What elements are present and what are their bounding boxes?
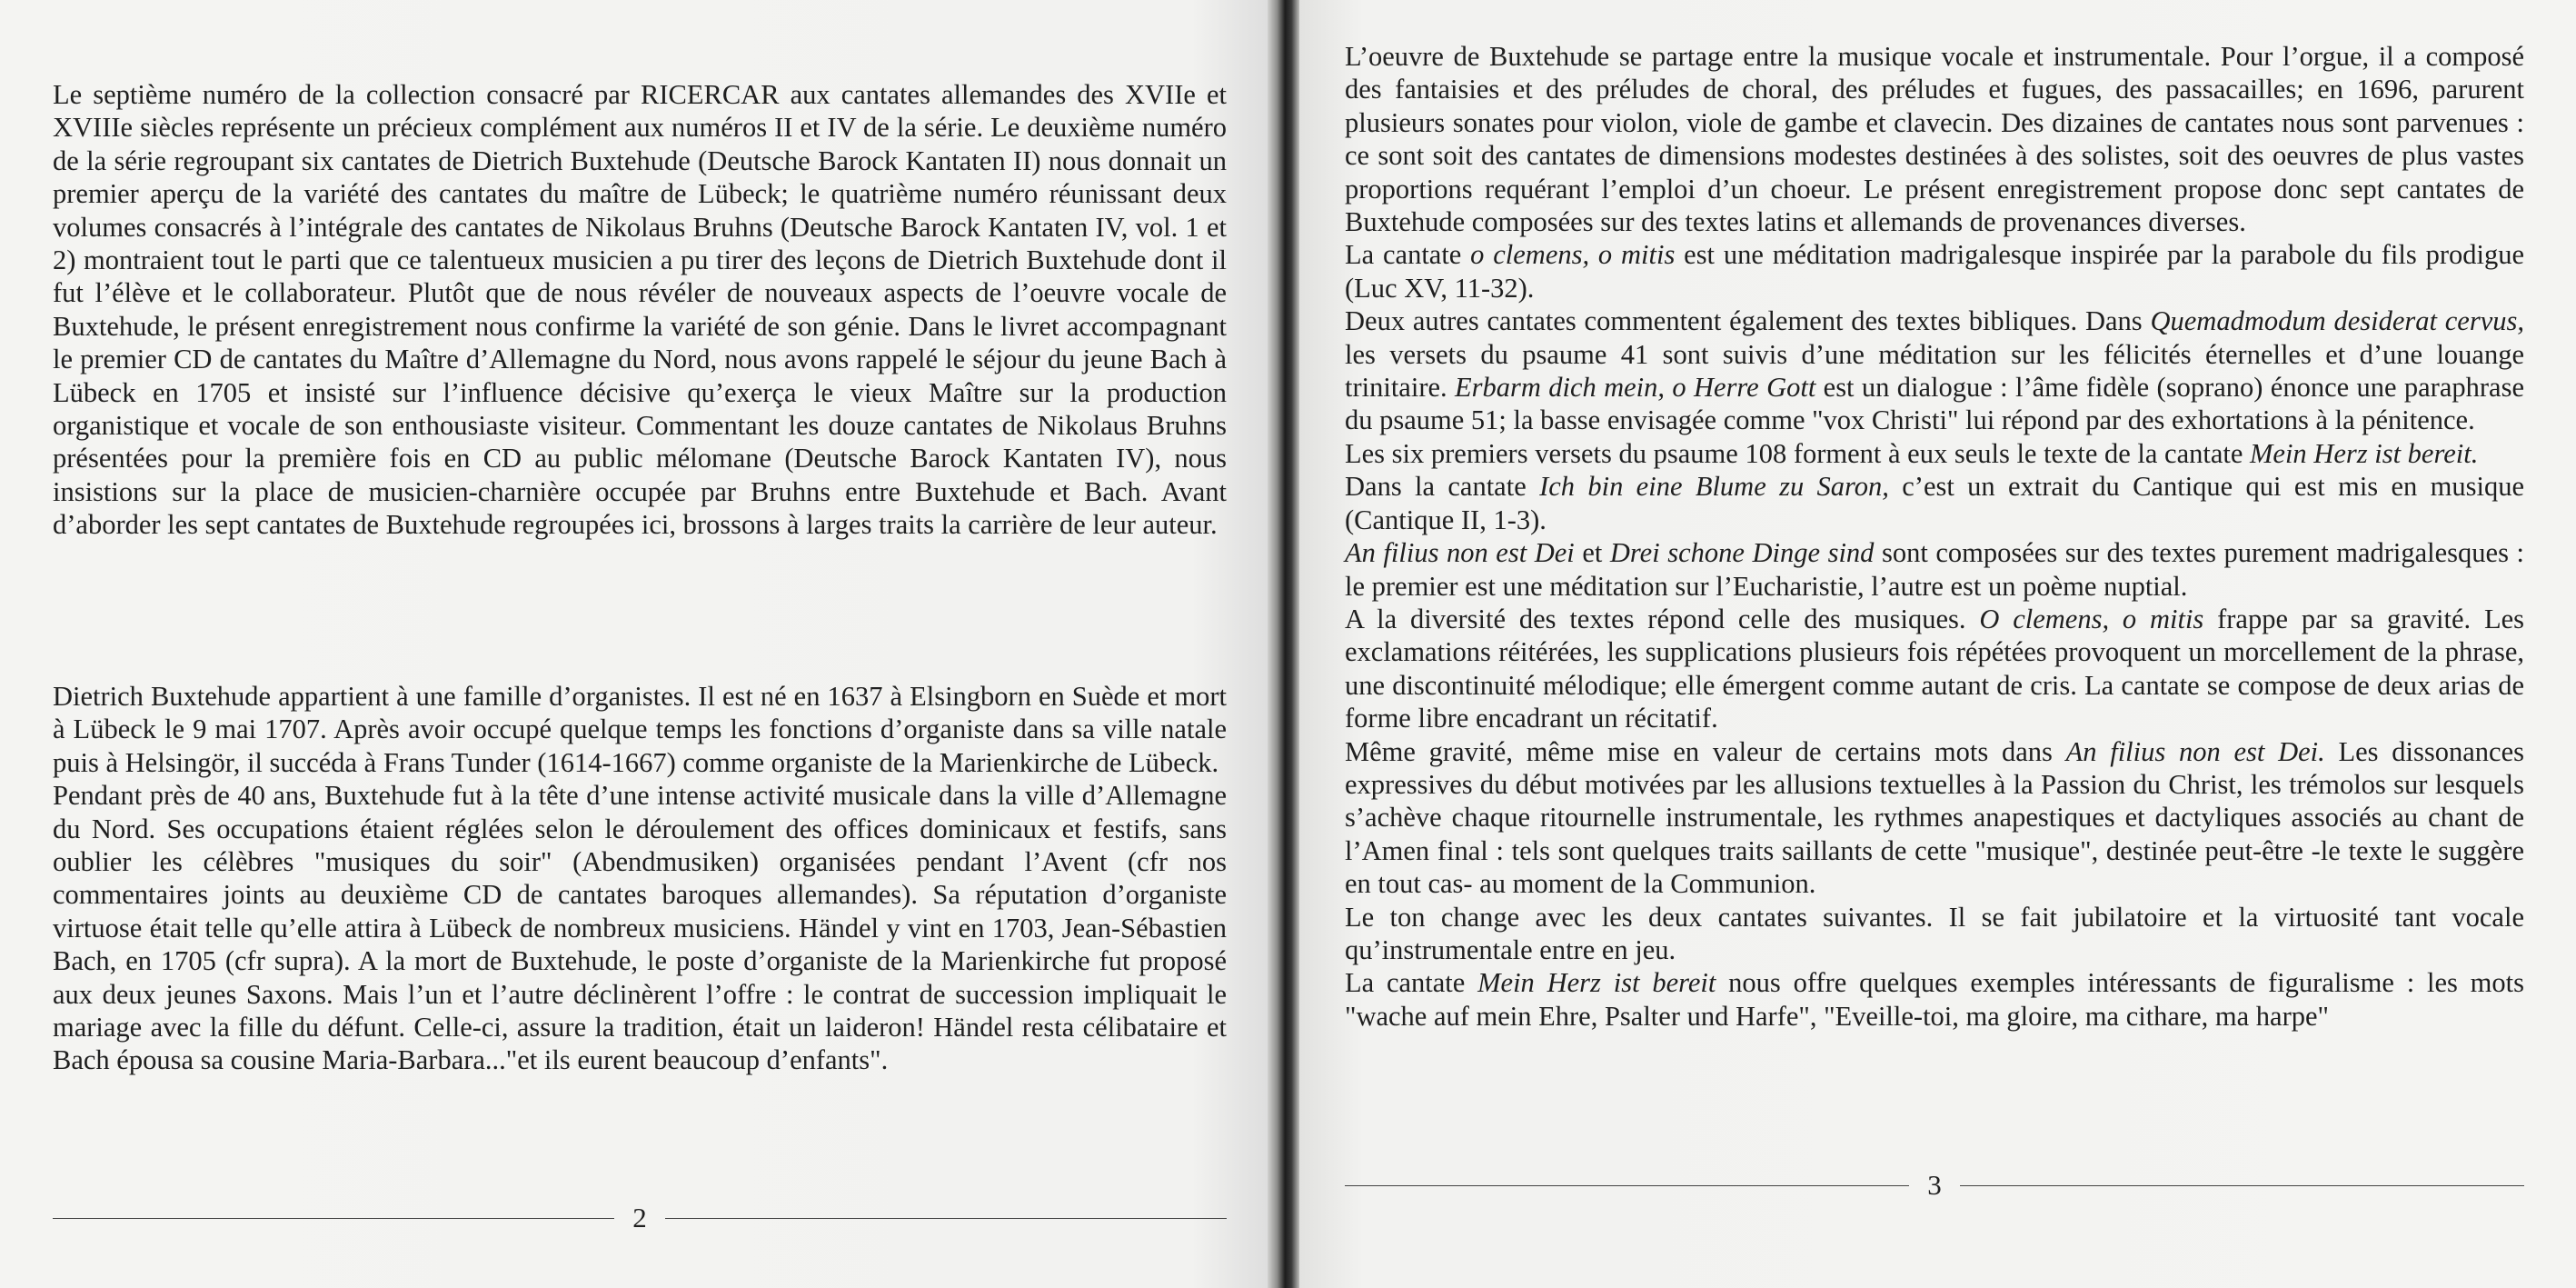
works-paragraph-6: An filius non est Dei et Drei schone Dinge sind sont composées sur des textes purement madrigalesques : le premier est une méditation sur l’Eucharistie, l’autre est un poème nuptial.	[1345, 537, 2524, 602]
works-paragraph-5: Dans la cantate Ich bin eine Blume zu Saron, c’est un extrait du Cantique qui est mis en musique (Cantique II, 1-3).	[1345, 471, 2524, 535]
page-number-right: 3	[1927, 1169, 1942, 1201]
left-page	[0, 0, 1268, 1288]
cantata-title: An filius non est Dei.	[2065, 735, 2325, 767]
intro-paragraph: Le septième numéro de la collection consacré par RICERCAR aux cantates allemandes des XVIIe et XVIIIe siècles représente un précieux complément aux numéros II et IV de la série. Le deuxième numéro de la série regroupant six cantates de Dietrich Buxtehude (Deutsche Barock Kantaten II) nous donnait un premier aperçu de la variété des cantates du maître de Lübeck; le quatrième numéro réunissant deux volumes consacrés à l’intégrale des cantates de Nikolaus Bruhns (Deutsche Barock Kantaten IV, vol. 1 et 2) montraient tout le parti que ce talentueux musicien a pu tirer des leçons de Dietrich Buxtehude dont il fut l’élève et le collaborateur. Plutôt que de nous révéler de nouveaux aspects de l’oeuvre vocale de Buxtehude, le présent enregistrement nous confirme la variété de son génie. Dans le livret accompagnant le premier CD de cantates du Maître d’Allemagne du Nord, nous avons rappelé le séjour du jeune Bach à Lübeck en 1705 et insisté sur l’influence décisive qu’exerça le vieux Maître sur la production organistique et vocale de son enthousiaste visiteur. Commentant les douze cantates de Nikolaus Bruhns présentées pour la première fois en CD au public mélomane (Deutsche Barock Kantaten IV), nous insistions sur la place de musicien-charnière occupée par Bruhns entre Buxtehude et Bach. Avant d’aborder les sept cantates de Buxtehude regroupées ici, brossons à larges traits la carrière de leur auteur.	[53, 79, 1227, 541]
footer-rule-left	[53, 1218, 614, 1219]
works-paragraph-10: La cantate Mein Herz ist bereit nous offre quelques exemples intéressants de figuralisme : les mots "wache auf mein Ehre, Psalter und Harfe", "Eveille-toi, ma gloire, ma cithare, ma harpe"	[1345, 967, 2524, 1032]
book-spine	[1268, 0, 1299, 1288]
works-paragraph-4: Les six premiers versets du psaume 108 forment à eux seuls le texte de la cantate Mein Herz ist bereit.	[1345, 437, 2479, 469]
right-page-footer	[1345, 1169, 2524, 1201]
works-paragraph-8: Même gravité, même mise en valeur de certains mots dans An filius non est Dei. Les dissonances expressives du début motivées par les allusions textuelles à la Passion du Christ, les trémolos sur lesquels s’achève chaque ritournelle instrumentale, les rythmes anapestiques et dactyliques associés au chant de l’Amen final : tels sont quelques traits saillants de cette "musique", destinée peut-être -le texte le suggère en tout cas- au moment de la Communion.	[1345, 735, 2524, 900]
cantata-title: o clemens, o mitis	[1470, 239, 1676, 271]
works-paragraph-1: L’oeuvre de Buxtehude se partage entre la musique vocale et instrumentale. Pour l’orgue, il a composé des fantaisies et des préludes de choral, des préludes et fugues, des passacailles; en 1696, parurent plusieurs sonates pour violon, viole de gambe et clavecin. Des dizaines de cantates nous sont parvenues : ce sont soit des cantates de dimensions modestes destinées à des solistes, soit des oeuvres de plus vastes proportions requérant l’emploi d’un choeur. Le présent enregistrement propose donc sept cantates de Buxtehude composées sur des textes latins et allemands de provenances diverses.	[1345, 41, 2524, 238]
works-section	[1345, 40, 2524, 1033]
biography-section	[53, 680, 1227, 1077]
footer-rule-right	[1960, 1185, 2524, 1186]
cantata-title: O clemens, o mitis	[1979, 603, 2204, 634]
footer-rule-left	[1345, 1185, 1909, 1186]
cantata-title: An filius non est Dei	[1345, 537, 1575, 569]
left-page-footer	[53, 1204, 1227, 1232]
cantata-title: Ich bin eine Blume zu Saron,	[1539, 471, 1889, 503]
cantata-title: Mein Herz ist bereit.	[2250, 437, 2479, 469]
cantata-title: Mein Herz ist bereit	[1477, 967, 1716, 999]
works-paragraph-3: Deux autres cantates commentent également des textes bibliques. Dans Quemadmodum desiderat cervus, les versets du psaume 41 sont suivis d’une méditation sur les félicités éternelles et d’une louange trinitaire. Erbarm dich mein, o Herre Gott est un dialogue : l’âme fidèle (soprano) énonce une paraphrase du psaume 51; la basse envisagée comme "vox Christi" lui répond par des exhortations à la pénitence.	[1345, 305, 2524, 436]
works-paragraph-9: Le ton change avec les deux cantates suivantes. Il se fait jubilatoire et la virtuosité tant vocale qu’instrumentale entre en jeu.	[1345, 901, 2524, 965]
works-paragraph-2: La cantate o clemens, o mitis est une méditation madrigalesque inspirée par la parabole du fils prodigue (Luc XV, 11-32).	[1345, 239, 2524, 304]
bio-paragraph-1: Dietrich Buxtehude appartient à une famille d’organistes. Il est né en 1637 à Elsingborn en Suède et mort à Lübeck le 9 mai 1707. Après avoir occupé quelque temps les fonctions d’organiste dans sa ville natale puis à Helsingör, il succéda à Frans Tunder (1614-1667) comme organiste de la Marienkirche de Lübeck.	[53, 681, 1227, 778]
bio-paragraph-2: Pendant près de 40 ans, Buxtehude fut à la tête d’une intense activité musicale dans la ville d’Allemagne du Nord. Ses occupations étaient réglées selon le déroulement des offices dominicaux et festifs, sans oublier les célèbres "musiques du soir" (Abendmusiken) organisées pendant l’Avent (cfr nos commentaires joints au deuxième CD de cantates baroques allemandes). Sa réputation d’organiste virtuose était telle qu’elle attira à Lübeck de nombreux musiciens. Händel y vint en 1703, Jean-Sébastien Bach, en 1705 (cfr supra). A la mort de Buxtehude, le poste d’organiste de la Marienkirche fut proposé aux deux jeunes Saxons. Mais l’un et l’autre déclinèrent l’offre : le contrat de succession impliquait le mariage avec la fille du défunt. Celle-ci, assure la tradition, était un laideron! Händel resta célibataire et Bach épousa sa cousine Maria-Barbara..."et ils eurent beaucoup d’enfants".	[53, 780, 1227, 1076]
cantata-title: Quemadmodum desiderat cervus,	[2150, 305, 2524, 337]
footer-rule-right	[665, 1218, 1227, 1219]
cantata-title: Drei schone Dinge sind	[1609, 537, 1875, 569]
cantata-title: Erbarm dich mein, o Herre Gott	[1455, 372, 1816, 404]
page-number-left: 2	[632, 1202, 647, 1233]
works-paragraph-7: A la diversité des textes répond celle des musiques. O clemens, o mitis frappe par sa gravité. Les exclamations réitérées, les supplications plusieurs fois répétées provoquent un morcellement de la phrase, une discontinuité mélodique; elle émergent comme autant de cris. La cantate se compose de deux arias de forme libre encadrant un récitatif.	[1345, 603, 2524, 734]
intro-section	[53, 78, 1227, 542]
